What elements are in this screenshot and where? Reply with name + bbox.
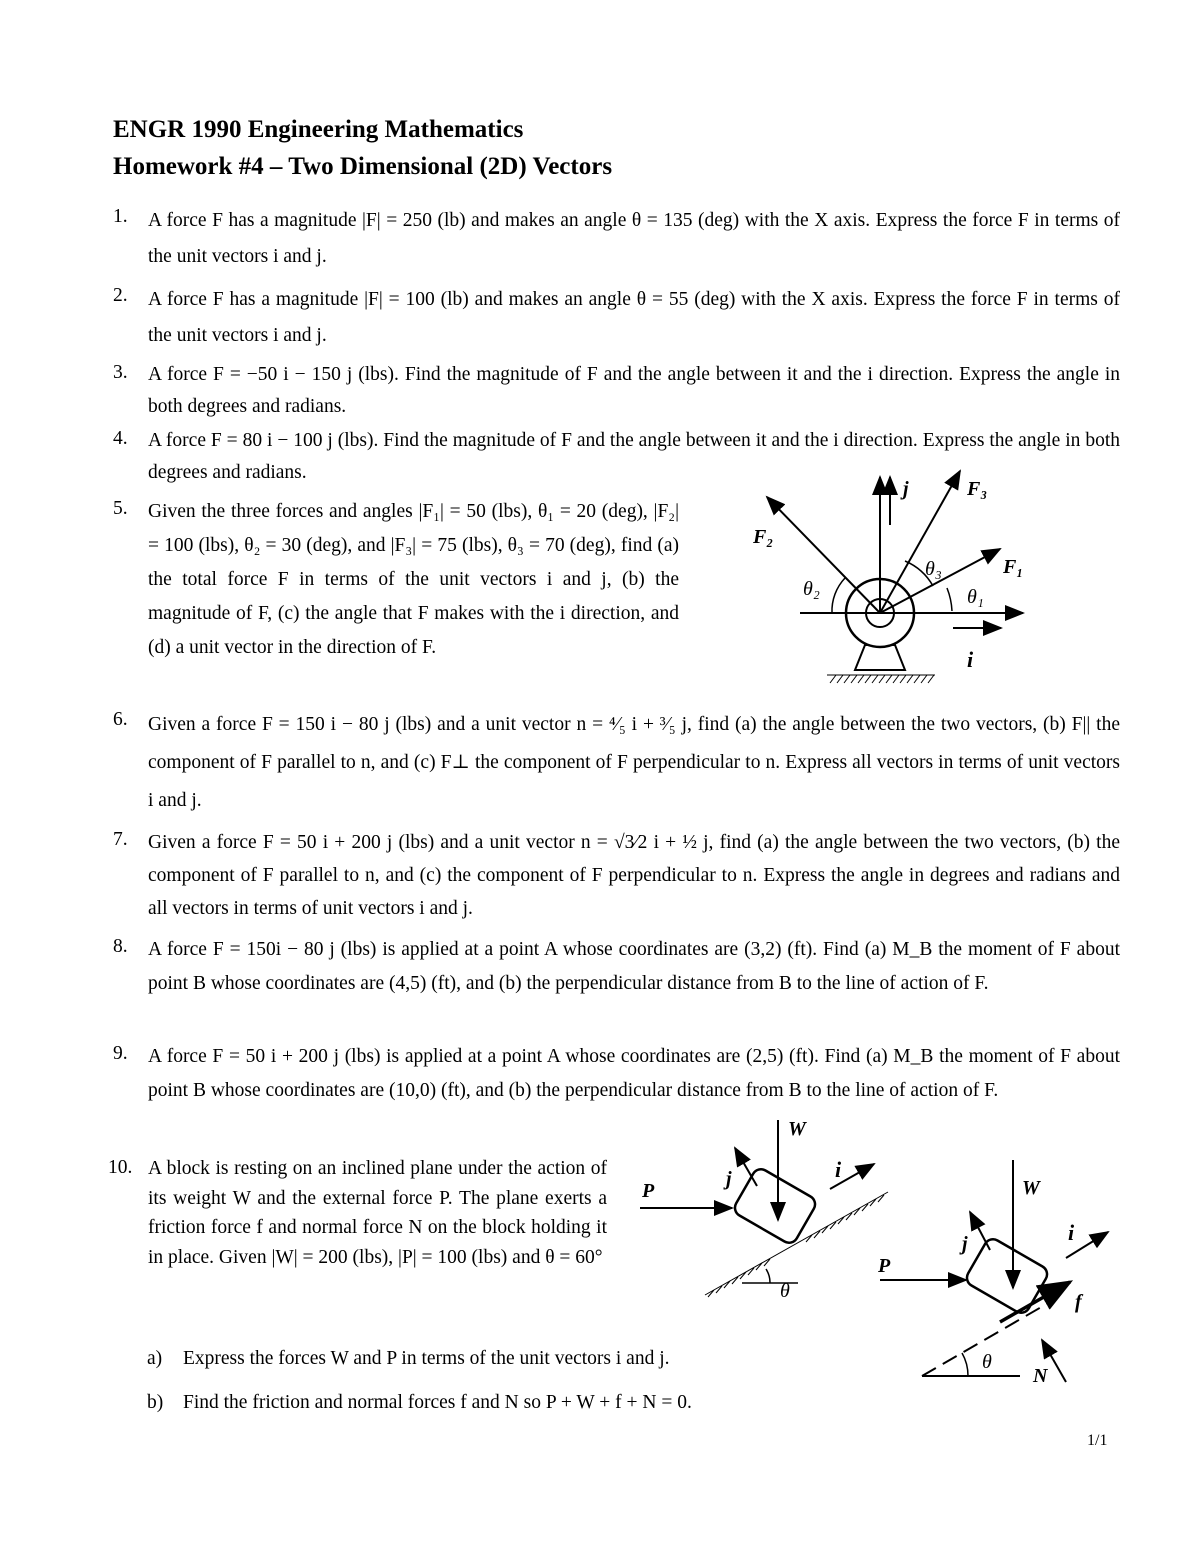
ground-hatch — [830, 675, 934, 683]
problem-number: 3. — [113, 362, 128, 383]
problem-9 — [113, 1040, 1120, 1108]
w-label: W — [1022, 1177, 1040, 1199]
problem-number: 9. — [113, 1043, 128, 1064]
problem-5 — [113, 495, 679, 665]
part-label: a) — [147, 1348, 163, 1369]
problem-text: A force F has a magnitude |F| = 100 (lb) and makes an angle θ = 55 (deg) with the X axis. Express the force F in terms of the unit vectors i and j. — [148, 289, 1120, 346]
i-label: i — [967, 647, 974, 672]
problem-10-figure-right — [870, 1160, 1130, 1390]
j-label: j — [903, 478, 909, 500]
j-label: j — [962, 1233, 968, 1255]
p-label: P — [642, 1180, 655, 1202]
problem-text: Given the three forces and angles |F₁| = 50 (lbs), θ₁ = 20 (deg), |F₂| = 100 (lbs), θ₂ = 30 (deg), and |F₃| = 75 (lbs), θ₃ = 70 (deg), find (a) the total force F in terms of the unit vectors i and j, (b) the magnitude of F, (c) the angle that F makes with the i direction, and (d) a unit vector in the direction of F. — [148, 501, 679, 658]
problem-10-part-a — [147, 1345, 670, 1372]
problem-number: 1. — [113, 206, 128, 227]
part-text: Express the forces W and P in terms of the unit vectors i and j. — [183, 1348, 670, 1369]
problem-6 — [113, 706, 1120, 820]
i-label: i — [1068, 1220, 1075, 1245]
problem-number: 2. — [113, 285, 128, 306]
page-number: 1/1 — [1087, 1432, 1108, 1449]
part-text: Find the friction and normal forces f and N so P + W + f + N = 0. — [183, 1392, 692, 1413]
problem-text: Given a force F = 150 i − 80 j (lbs) and a unit vector n = ⁴⁄₅ i + ³⁄₅ j, find (a) the angle between the two vectors, (b) F|| the component of F parallel to n, and (c) F⊥ the component of F perpendicular to n. Express all vectors in terms of unit vectors i and j. — [148, 714, 1120, 811]
f2-arrow — [767, 497, 880, 613]
problem-3 — [113, 359, 1120, 423]
theta1-arc — [947, 588, 952, 611]
p-label: P — [878, 1255, 891, 1277]
problem-text: A force F = 150i − 80 j (lbs) is applied at a point A whose coordinates are (3,2) (ft). Find (a) M_B the moment of F about point B whose coordinates are (4,5) (ft), and (b) the perpendicular distance from B to the line of action of F. — [148, 939, 1120, 994]
f1-label: F₁ — [1003, 556, 1024, 578]
j-label: j — [726, 1168, 732, 1190]
problem-1 — [113, 203, 1120, 275]
problem-number: 8. — [113, 936, 128, 957]
block — [732, 1166, 819, 1246]
problem-number: 6. — [113, 709, 128, 730]
problem-10-figure-left — [630, 1115, 900, 1315]
theta2-arc — [832, 578, 845, 613]
theta2-label: θ₂ — [803, 578, 820, 600]
problem-2 — [113, 282, 1120, 354]
problem-text: A force F has a magnitude |F| = 250 (lb) and makes an angle θ = 135 (deg) with the X axis. Express the force F in terms of the unit vectors i and j. — [148, 210, 1120, 267]
problem-10 — [108, 1154, 607, 1272]
course-title: ENGR 1990 Engineering Mathematics — [113, 116, 524, 143]
theta-label: θ — [982, 1351, 992, 1373]
problem-text: A force F = 80 i − 100 j (lbs). Find the magnitude of F and the angle between it and the i direction. Express the angle in both degrees and radians. — [148, 430, 1120, 483]
problem-text: Given a force F = 50 i + 200 j (lbs) and a unit vector n = √3⁄2 i + ½ j, find (a) the angle between the two vectors, (b) the component of F parallel to n, and (c) the component of F perpendicular to n. Express the angle in degrees and radians and all vectors in terms of unit vectors i and j. — [148, 832, 1120, 919]
j-arrow — [970, 1212, 990, 1250]
part-label: b) — [147, 1392, 164, 1413]
theta3-label: θ₃ — [925, 558, 942, 580]
problem-number: 4. — [113, 428, 128, 449]
block — [964, 1236, 1051, 1316]
problem-number: 7. — [113, 829, 128, 850]
f3-label: F₃ — [967, 478, 988, 500]
theta-arc — [766, 1269, 770, 1283]
i-label: i — [835, 1157, 842, 1182]
theta-label: θ — [780, 1280, 790, 1302]
w-label: W — [788, 1118, 806, 1140]
support — [855, 645, 905, 670]
problem-text: A block is resting on an inclined plane under the action of its weight W and the external force P. The plane exerts a friction force f and normal force N on the block holding it in place. Given |W| = 200 (lbs), |P| = 100 (lbs) and θ = 60° — [148, 1158, 607, 1268]
j-arrow — [735, 1148, 757, 1186]
problem-10-part-b — [147, 1389, 692, 1416]
problem-text: A force F = −50 i − 150 j (lbs). Find the magnitude of F and the angle between it and the i direction. Express the angle in both degrees and radians. — [148, 364, 1120, 417]
homework-title: Homework #4 – Two Dimensional (2D) Vectors — [113, 153, 613, 180]
theta-arc — [962, 1353, 968, 1376]
theta1-label: θ₁ — [967, 586, 984, 608]
n-label: N — [1033, 1365, 1048, 1387]
problem-5-figure — [745, 465, 1045, 695]
problem-7 — [113, 826, 1120, 925]
problem-text: A force F = 50 i + 200 j (lbs) is applied at a point A whose coordinates are (2,5) (ft). Find (a) M_B the moment of F about point B whose coordinates are (10,0) (ft), and (b) the perpendicular distance from B to the line of action of F. — [148, 1046, 1120, 1101]
problem-number: 10. — [108, 1157, 133, 1178]
f-label: f — [1075, 1291, 1082, 1313]
f2-label: F₂ — [753, 526, 774, 548]
problem-number: 5. — [113, 498, 128, 519]
problem-8 — [113, 933, 1120, 1001]
